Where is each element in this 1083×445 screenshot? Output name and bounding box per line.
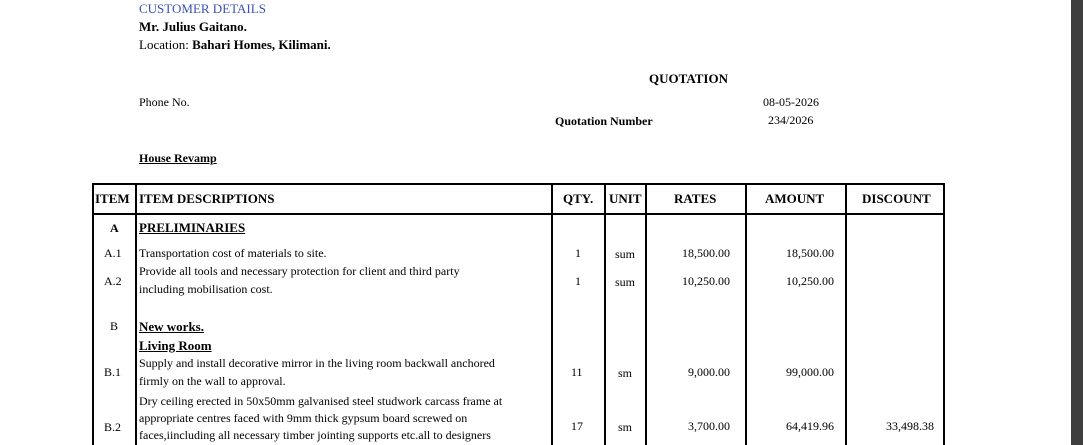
quotation-number: 234/2026 [768,113,814,127]
row-b2-amount: 64,419.96 [786,419,834,433]
header-unit: UNIT [609,191,642,206]
row-b2-desc-line1: Dry ceiling erected in 50x50mm galvanised steel studwork carcass frame at [139,394,503,408]
row-a1-qty: 1 [575,246,581,260]
col-divider-qty [604,183,606,445]
project-title: House Revamp [139,151,217,165]
location-label: Location: [139,37,189,52]
table-right-border [943,183,945,445]
header-qty: QTY. [563,191,594,206]
row-a1-amount: 18,500.00 [786,246,834,260]
section-a-title: PRELIMINARIES [139,220,246,235]
row-a2-amount: 10,250.00 [786,274,834,288]
col-divider-rates [745,183,747,445]
header-item: ITEM [95,191,130,206]
row-b2-desc-line2: appropriate centres faced with 9mm thick gypsum board screwed on [139,411,468,425]
row-b1-unit: sm [618,366,633,380]
row-b2-unit: sm [618,420,633,434]
table-top-border [92,183,945,185]
row-b2-item: B.2 [104,420,122,434]
row-b2-qty: 17 [571,419,583,433]
customer-details-heading: CUSTOMER DETAILS [139,1,266,16]
header-rates: RATES [674,191,717,206]
row-a1-desc-line1: Transportation cost of materials to site. [139,246,327,260]
quotation-number-label: Quotation Number [555,114,653,128]
row-b1-qty: 11 [571,365,583,379]
row-a2-item: A.2 [104,274,122,288]
customer-name: Mr. Julius Gaitano. [139,19,247,34]
row-b1-desc-line2: firmly on the wall to approval. [139,374,286,388]
section-a-code: A [110,221,119,235]
table-left-border [92,183,94,445]
col-divider-item [135,183,137,445]
row-a2-desc-line2: including mobilisation cost. [139,282,273,296]
row-b1-desc-line1: Supply and install decorative mirror in the living room backwall anchored [139,356,495,370]
row-b1-amount: 99,000.00 [786,365,834,379]
col-divider-unit [645,183,647,445]
header-descriptions: ITEM DESCRIPTIONS [139,191,275,206]
row-a2-desc-line1: Provide all tools and necessary protection for client and third party [139,264,460,278]
row-a1-unit: sum [615,247,636,261]
row-b1-rate: 9,000.00 [688,365,730,379]
row-b2-rate: 3,700.00 [688,419,730,433]
row-b2-discount: 33,498.38 [886,419,934,433]
row-b1-item: B.1 [104,365,122,379]
quotation-date: 08-05-2026 [763,95,819,109]
phone-label: Phone No. [139,95,190,109]
row-b2-desc-line3: faces,iincluding all necessary timber jointing supports etc.all to designers [139,428,491,442]
section-b-subtitle: Living Room [139,338,212,353]
location-value: Bahari Homes, Kilimani. [192,37,331,52]
section-b-title: New works. [139,319,204,334]
row-a2-rate: 10,250.00 [682,274,730,288]
header-discount: DISCOUNT [862,191,931,206]
row-a2-qty: 1 [575,274,581,288]
row-a1-rate: 18,500.00 [682,246,730,260]
header-amount: AMOUNT [765,191,825,206]
col-divider-desc [551,183,553,445]
section-b-code: B [110,319,119,333]
customer-location [139,37,331,53]
table-header-bottom-border [92,213,945,215]
window-edge [1071,0,1083,445]
row-a1-item: A.1 [104,246,122,260]
row-a2-unit: sum [615,275,636,289]
col-divider-amount [845,183,847,445]
document-title: QUOTATION [649,71,728,86]
